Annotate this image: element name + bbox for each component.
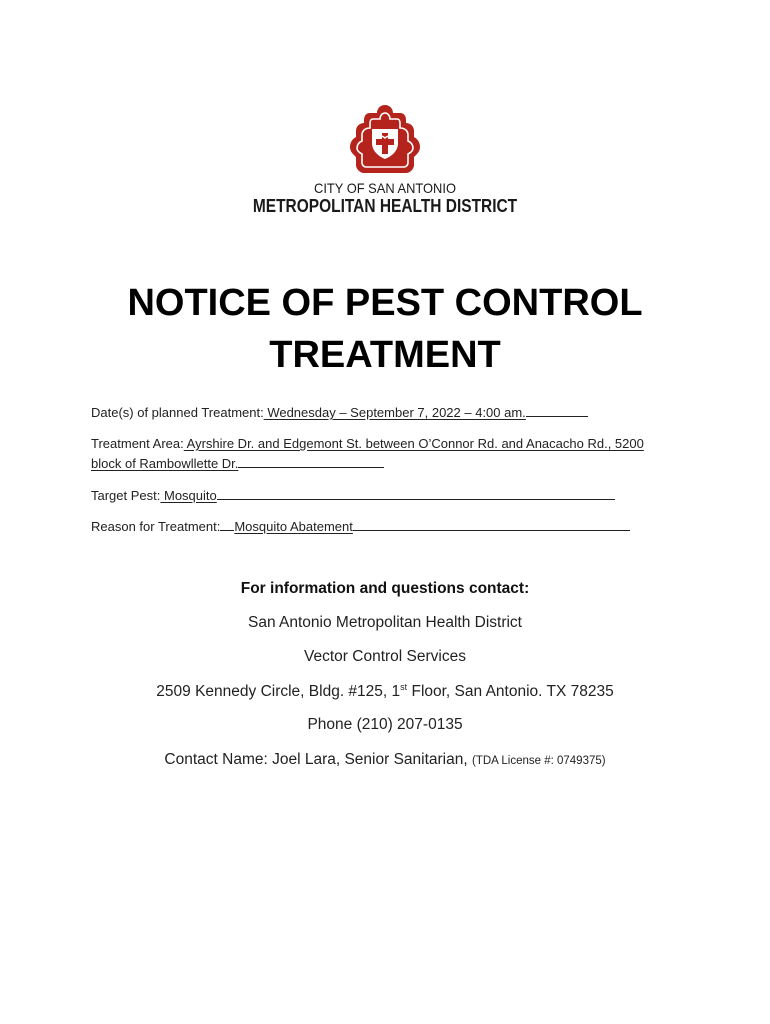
treatment-area-field [91, 434, 691, 474]
treatment-area-label: Treatment Area: [91, 436, 184, 451]
target-pest-label: Target Pest: [91, 488, 161, 503]
city-health-logo [348, 103, 422, 179]
org-name-line1: CITY OF SAN ANTONIO [314, 180, 456, 196]
contact-organization: San Antonio Metropolitan Health District [248, 614, 522, 631]
treatment-area-value-line2: block of Rambowllette Dr. [91, 456, 239, 471]
treatment-area-line1 [91, 434, 691, 454]
title-line2: TREATMENT [269, 334, 501, 376]
page-title [0, 277, 770, 381]
treatment-area-line2 [91, 454, 691, 474]
treatment-dates-field [91, 403, 588, 423]
target-pest-value: Mosquito [160, 488, 217, 503]
contact-address [0, 682, 770, 701]
treatment-dates-label: Date(s) of planned Treatment: [91, 405, 264, 420]
blank-underline [238, 456, 384, 468]
address-ordinal: st [400, 682, 408, 692]
org-name-line2: METROPOLITAN HEALTH DISTRICT [252, 196, 518, 216]
contact-name [0, 751, 770, 769]
blank-underline [217, 488, 615, 500]
blank-underline [526, 405, 588, 417]
treatment-reason-value: Mosquito Abatement [234, 519, 353, 534]
treatment-reason-label: Reason for Treatment: [91, 519, 221, 534]
contact-department: Vector Control Services [304, 648, 466, 665]
address-start: 2509 Kennedy Circle, Bldg. #125, 1 [156, 683, 401, 701]
treatment-area-value-line1: Ayrshire Dr. and Edgemont St. between O’Connor Rd. and Anacacho Rd., 5200 [183, 436, 644, 451]
title-line1: NOTICE OF PEST CONTROL [127, 282, 643, 324]
treatment-dates-value: Wednesday – September 7, 2022 – 4:00 am. [263, 405, 526, 420]
contact-license: (TDA License #: 0749375) [471, 755, 606, 767]
target-pest-field [91, 486, 615, 506]
blank-underline [220, 519, 234, 531]
treatment-reason-field [91, 517, 630, 537]
contact-heading: For information and questions contact: [240, 580, 530, 597]
contact-name-text: Contact Name: Joel Lara, Senior Sanitarian, [164, 751, 472, 768]
address-end: Floor, San Antonio. TX 78235 [407, 683, 614, 701]
blank-underline [353, 519, 630, 531]
contact-phone: Phone (210) 207-0135 [307, 716, 463, 733]
